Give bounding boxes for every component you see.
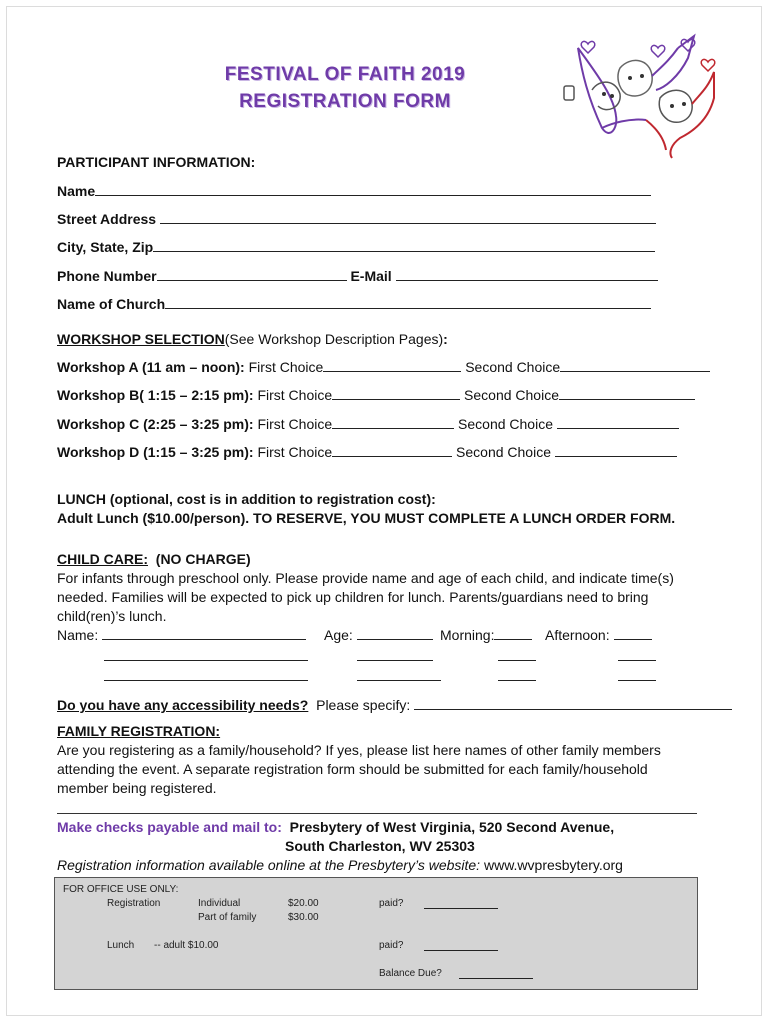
lunch-heading: LUNCH (optional, cost is in addition to registration cost):: [57, 491, 436, 507]
first-choice-field[interactable]: [332, 415, 454, 429]
family-heading: FAMILY REGISTRATION:: [57, 723, 221, 739]
office-balance-label: Balance Due?: [379, 968, 442, 979]
office-lunch-label: Lunch: [107, 940, 135, 951]
workshop-label: Workshop C (2:25 – 3:25 pm):: [57, 416, 254, 432]
office-use-box: [54, 877, 698, 990]
child-afternoon-field[interactable]: [614, 626, 652, 640]
office-lunch-detail: -- adult $10.00: [154, 940, 219, 951]
workshop-row: [57, 358, 710, 376]
dancing-hearts-logo-icon: [560, 28, 720, 165]
first-choice-label: First Choice: [248, 359, 324, 375]
accessibility-field[interactable]: [414, 696, 732, 710]
church-label: Name of Church: [57, 296, 166, 312]
first-choice-label: First Choice: [257, 444, 333, 460]
second-choice-field[interactable]: [555, 443, 677, 457]
second-choice-field[interactable]: [560, 358, 710, 372]
child-name-field[interactable]: [102, 626, 306, 640]
childcare-heading: CHILD CARE:: [57, 551, 148, 567]
workshop-label: Workshop A (11 am – noon):: [57, 359, 245, 375]
first-choice-field[interactable]: [332, 386, 460, 400]
child-morning-row: [440, 626, 532, 644]
phone-row: [57, 267, 658, 285]
website-link[interactable]: www.wvpresbytery.org: [483, 857, 623, 873]
office-balance-field[interactable]: [459, 968, 533, 979]
child-age-label: Age:: [324, 627, 353, 643]
office-heading: FOR OFFICE USE ONLY:: [63, 884, 179, 895]
office-family-price: $30.00: [288, 912, 319, 923]
child-name-field[interactable]: [104, 666, 308, 681]
childcare-heading-row: [57, 550, 251, 568]
first-choice-label: First Choice: [257, 416, 333, 432]
family-description: Are you registering as a family/household? If yes, please list here names of other family members attending the event. A separate registration form should be submitted for each family/household member being registered.: [57, 742, 661, 796]
mailing-label: Make checks payable and mail to:: [57, 819, 282, 835]
workshop-heading: WORKSHOP SELECTION: [57, 331, 225, 347]
city-field[interactable]: [153, 238, 655, 252]
workshop-heading-row: [57, 330, 448, 348]
online-row: [57, 856, 623, 874]
workshop-heading-colon: :: [443, 331, 448, 347]
second-choice-label: Second Choice: [464, 387, 559, 403]
email-label: E-Mail: [350, 268, 392, 284]
child-name-label: Name:: [57, 627, 99, 643]
church-row: [57, 295, 651, 313]
child-age-row: [324, 626, 433, 644]
child-afternoon-field[interactable]: [618, 666, 656, 681]
workshop-row: [57, 415, 679, 433]
phone-label: Phone Number: [57, 268, 157, 284]
workshop-label: Workshop B( 1:15 – 2:15 pm):: [57, 387, 254, 403]
office-registration-label: Registration: [107, 898, 161, 909]
child-morning-field[interactable]: [494, 626, 532, 640]
office-family-label: Part of family: [198, 912, 257, 923]
street-field[interactable]: [160, 210, 656, 224]
child-morning-label: Morning:: [440, 627, 495, 643]
office-individual-label: Individual: [198, 898, 241, 909]
child-afternoon-row: [545, 626, 652, 644]
workshop-label: Workshop D (1:15 – 3:25 pm):: [57, 444, 254, 460]
first-choice-label: First Choice: [257, 387, 333, 403]
accessibility-row: [57, 696, 732, 714]
street-row: [57, 210, 656, 228]
child-afternoon-field[interactable]: [618, 646, 656, 661]
first-choice-field[interactable]: [323, 358, 461, 372]
mailing-address-line-2: South Charleston, WV 25303: [285, 838, 475, 854]
second-choice-label: Second Choice: [456, 444, 551, 460]
childcare-heading-note: (NO CHARGE): [155, 551, 251, 567]
accessibility-prompt: Please specify:: [316, 697, 411, 713]
form-title-line-2: REGISTRATION FORM: [239, 91, 451, 112]
child-age-field[interactable]: [357, 646, 433, 661]
childcare-description: For infants through preschool only. Please provide name and age of each child, and indicate time(s) needed. Families will be expected to pick up children for lunch. Parents/guardians need to bring child(ren)’s lunch.: [57, 570, 674, 624]
workshop-row: [57, 443, 677, 461]
second-choice-field[interactable]: [559, 386, 695, 400]
name-label: Name: [57, 183, 96, 199]
office-paid-label: paid?: [379, 898, 404, 909]
office-paid-label-2: paid?: [379, 940, 404, 951]
participant-heading: PARTICIPANT INFORMATION:: [57, 154, 256, 170]
name-row: [57, 182, 651, 200]
name-field[interactable]: [95, 182, 651, 196]
office-individual-price: $20.00: [288, 898, 319, 909]
phone-field[interactable]: [157, 267, 347, 281]
office-paid-field-2[interactable]: [424, 940, 498, 951]
mailing-row: [57, 818, 614, 836]
office-paid-field[interactable]: [424, 898, 498, 909]
child-row: [57, 626, 306, 644]
workshop-heading-note: (See Workshop Description Pages): [224, 331, 444, 347]
form-title-line-1: FESTIVAL OF FAITH 2019: [224, 64, 466, 85]
workshop-row: [57, 386, 695, 404]
second-choice-label: Second Choice: [458, 416, 553, 432]
child-morning-field[interactable]: [498, 646, 536, 661]
email-field[interactable]: [396, 267, 658, 281]
second-choice-field[interactable]: [557, 415, 679, 429]
child-afternoon-label: Afternoon:: [545, 627, 610, 643]
child-name-field[interactable]: [104, 646, 308, 661]
second-choice-label: Second Choice: [465, 359, 561, 375]
city-label: City, State, Zip: [57, 239, 154, 255]
child-morning-field[interactable]: [498, 666, 536, 681]
church-field[interactable]: [165, 295, 651, 309]
accessibility-question: Do you have any accessibility needs?: [57, 697, 309, 713]
child-age-field[interactable]: [357, 666, 441, 681]
lunch-detail: Adult Lunch ($10.00/person). TO RESERVE, YOU MUST COMPLETE A LUNCH ORDER FORM.: [57, 510, 676, 526]
child-age-field[interactable]: [357, 626, 433, 640]
mailing-address-line-1: Presbytery of West Virginia, 520 Second Avenue,: [289, 819, 615, 835]
online-note: Registration information available online at the Presbytery’s website:: [57, 857, 481, 873]
street-label: Street Address: [57, 211, 157, 227]
first-choice-field[interactable]: [332, 443, 452, 457]
family-names-line[interactable]: [57, 813, 697, 814]
city-row: [57, 238, 655, 256]
